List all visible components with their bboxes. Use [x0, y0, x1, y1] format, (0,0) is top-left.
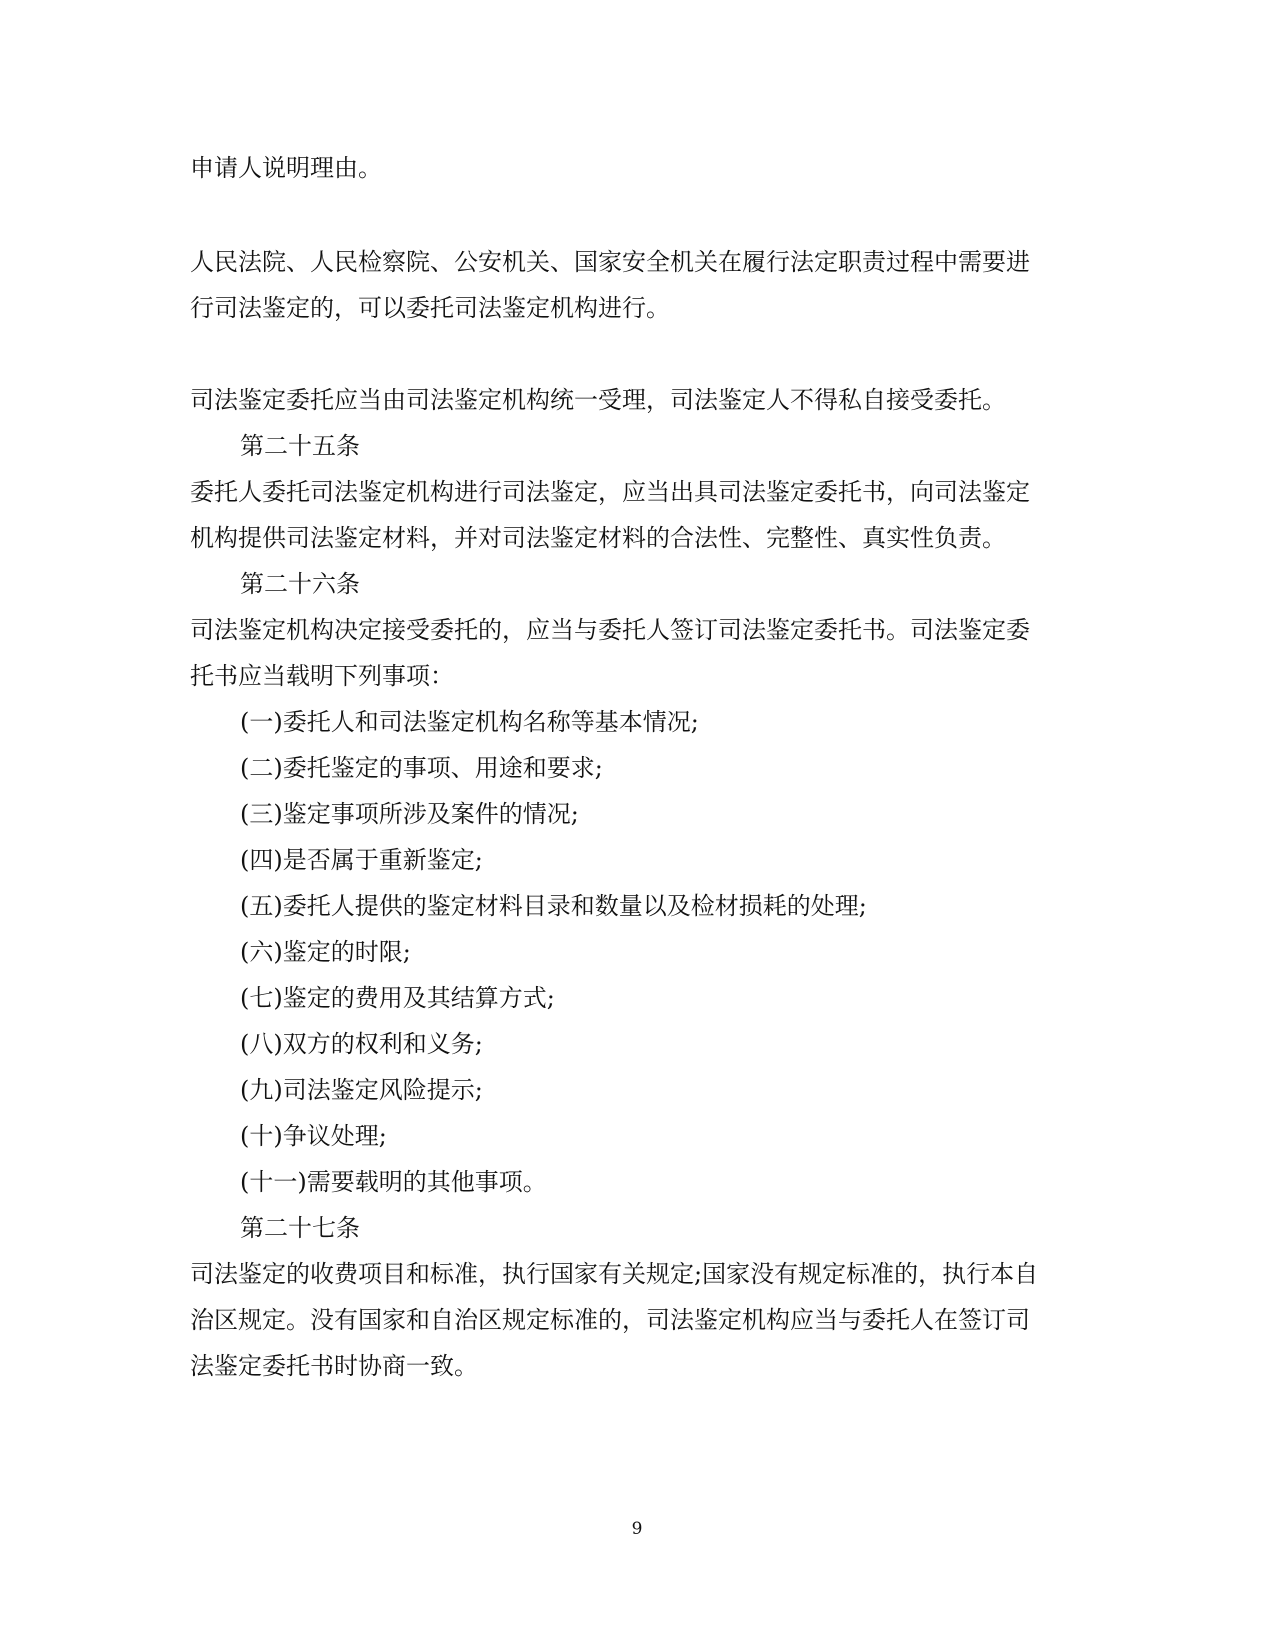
list-item: (八)双方的权利和义务; [240, 1030, 483, 1058]
text-line: 司法鉴定委托应当由司法鉴定机构统一受理，司法鉴定人不得私自接受委托。 [190, 386, 1006, 414]
list-item: (十)争议处理; [240, 1122, 387, 1150]
article-heading: 第二十六条 [240, 570, 360, 598]
list-item: (六)鉴定的时限; [240, 938, 411, 966]
article-heading: 第二十七条 [240, 1214, 360, 1242]
list-item: (五)委托人提供的鉴定材料目录和数量以及检材损耗的处理; [240, 892, 867, 920]
text-line: 司法鉴定的收费项目和标准，执行国家有关规定;国家没有规定标准的，执行本自 [190, 1260, 1039, 1288]
list-item: (四)是否属于重新鉴定; [240, 846, 483, 874]
text-line: 机构提供司法鉴定材料，并对司法鉴定材料的合法性、完整性、真实性负责。 [190, 524, 1006, 552]
text-line: 人民法院、人民检察院、公安机关、国家安全机关在履行法定职责过程中需要进 [190, 248, 1030, 276]
article-heading: 第二十五条 [240, 432, 360, 460]
text-line: 治区规定。没有国家和自治区规定标准的，司法鉴定机构应当与委托人在签订司 [190, 1306, 1030, 1334]
text-line: 法鉴定委托书时协商一致。 [190, 1352, 478, 1380]
list-item: (一)委托人和司法鉴定机构名称等基本情况; [240, 708, 699, 736]
text-line: 委托人委托司法鉴定机构进行司法鉴定，应当出具司法鉴定委托书，向司法鉴定 [190, 478, 1030, 506]
text-line: 司法鉴定机构决定接受委托的，应当与委托人签订司法鉴定委托书。司法鉴定委 [190, 616, 1030, 644]
list-item: (十一)需要载明的其他事项。 [240, 1168, 547, 1196]
list-item: (七)鉴定的费用及其结算方式; [240, 984, 555, 1012]
text-line: 托书应当载明下列事项： [190, 662, 454, 690]
text-line: 申请人说明理由。 [190, 154, 382, 182]
text-line: 行司法鉴定的，可以委托司法鉴定机构进行。 [190, 294, 670, 322]
list-item: (三)鉴定事项所涉及案件的情况; [240, 800, 579, 828]
list-item: (九)司法鉴定风险提示; [240, 1076, 483, 1104]
page-number: 9 [631, 1519, 643, 1539]
list-item: (二)委托鉴定的事项、用途和要求; [240, 754, 603, 782]
